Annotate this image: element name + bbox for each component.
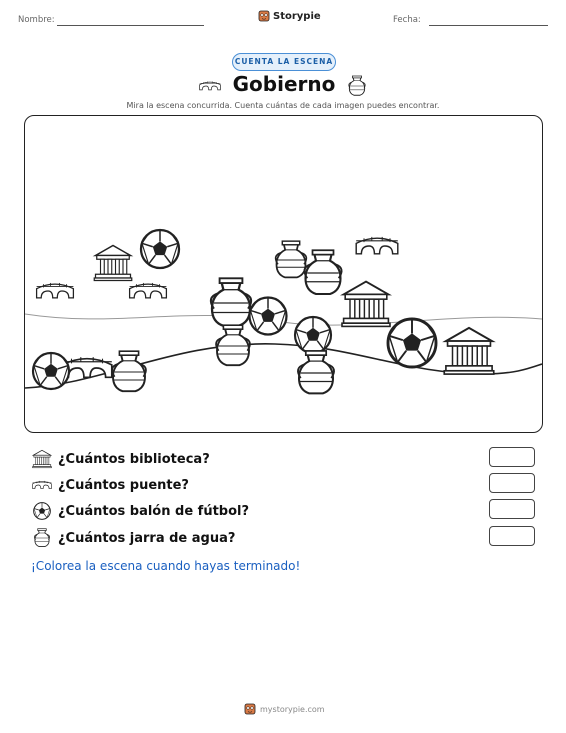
water-jug-icon [216,325,250,365]
date-line[interactable] [429,25,548,26]
question-bridge [32,475,189,495]
soccer-ball-icon [388,319,436,367]
instructions: Mira la escena concurrida. Cuenta cuántas de cada imagen puedes encontrar. [126,101,440,110]
color-instruction: ¡Colorea la escena cuando hayas terminado! [31,559,301,573]
library-icon [32,449,52,469]
question-soccer-ball [32,501,249,521]
question-water-jug [32,528,235,548]
question-text: ¿Cuántos balón de fútbol? [58,503,250,519]
soccer-ball-icon [250,298,287,335]
brand-logo [258,10,321,22]
water-jug-icon [298,351,334,394]
name-line[interactable] [57,25,204,26]
mascot-icon [258,10,270,22]
name-label: Nombre: [18,15,55,25]
question-text: ¿Cuántos jarra de agua? [58,530,236,546]
soccer-ball-icon [295,317,331,353]
question-library [32,449,210,469]
water-jug-icon [32,528,52,548]
date-label: Fecha: [393,15,421,25]
mascot-icon [244,703,256,715]
bridge-icon [199,78,221,94]
bridge-icon [356,237,398,254]
activity-badge: CUENTA LA ESCENA [232,53,336,71]
bridge-icon [37,283,74,298]
soccer-ball-icon [33,353,69,389]
bridge-icon [130,283,167,298]
bridge-icon [32,475,52,495]
question-text: ¿Cuántos puente? [58,477,189,493]
soccer-ball-icon [32,501,52,521]
brand-name: Storypie [273,10,321,22]
water-jug-icon [304,250,341,294]
question-text: ¿Cuántos biblioteca? [58,451,210,467]
answer-box-water-jug[interactable] [489,526,535,546]
answer-box-bridge[interactable] [489,473,535,493]
footer-url[interactable]: mystorypie.com [260,704,325,714]
water-jug-icon [112,351,146,391]
answer-box-soccer-ball[interactable] [489,499,535,519]
answer-box-library[interactable] [489,447,535,467]
library-icon [444,328,494,374]
water-jug-icon [276,241,307,277]
water-jug-icon [347,75,367,97]
counting-scene [24,115,543,433]
library-icon [342,282,390,327]
soccer-ball-icon [141,230,179,268]
footer [244,703,325,715]
page-title: Gobierno [0,72,566,97]
library-icon [94,246,132,281]
water-jug-icon [211,278,251,326]
